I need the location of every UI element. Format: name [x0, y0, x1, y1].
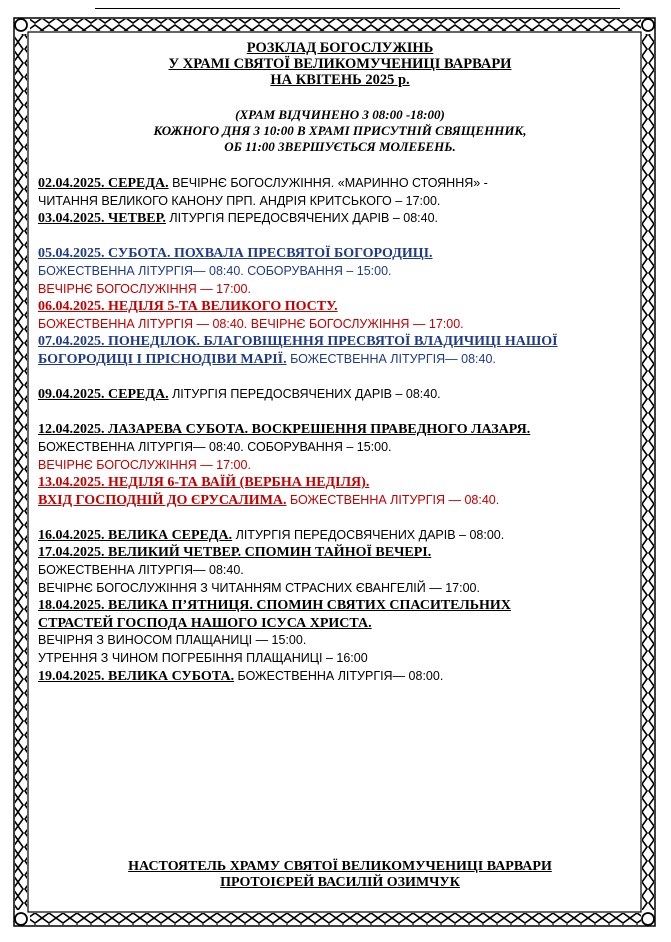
entry-text: БОЖЕСТВЕННА ЛІТУРГІЯ— 08:00.: [234, 668, 444, 683]
entry-heading: ВХІД ГОСПОДНІЙ ДО ЄРУСАЛИМА.: [38, 492, 287, 508]
footer-line-1: НАСТОЯТЕЛЬ ХРАМУ СВЯТОЇ ВЕЛИКОМУЧЕНИЦІ ВАРВАРИ: [128, 859, 552, 874]
entry-0416: [38, 527, 638, 545]
entry-0406-heading: 06.04.2025. НЕДІЛЯ 5-ТА ВЕЛИКОГО ПОСТУ.: [38, 299, 338, 315]
opening-hours-note: [40, 107, 640, 155]
title-line-1: РОЗКЛАД БОГОСЛУЖІНЬ: [246, 40, 434, 56]
entry-text-line: ВЕЧІРНЄ БОГОСЛУЖІННЯ — 17:00.: [38, 457, 251, 472]
entry-text: ЛІТУРГІЯ ПЕРЕДОСВЯЧЕНИХ ДАРІВ – 08:40.: [168, 387, 441, 402]
entry-0413: [38, 492, 638, 510]
entry-text-line: БОЖЕСТВЕННА ЛІТУРГІЯ— 08:40. СОБОРУВАННЯ – 15:00.: [38, 263, 392, 278]
spacer: [38, 369, 638, 387]
entry-text-line: ВЕЧІРНЄ БОГОСЛУЖІННЯ — 17:00.: [38, 281, 251, 296]
entry-heading: 19.04.2025. ВЕЛИКА СУБОТА.: [38, 668, 235, 684]
note-line-2: КОЖНОГО ДНЯ З 10:00 В ХРАМІ ПРИСУТНІЙ СВЯЩЕННИК,: [153, 123, 527, 138]
entry-0405-heading: 05.04.2025. СУБОТА. ПОХВАЛА ПРЕСВЯТОЇ БОГОРОДИЦІ.: [38, 246, 433, 262]
entry-0418-heading: 18.04.2025. ВЕЛИКА П’ЯТНИЦЯ. СПОМИН СВЯТИХ СПАСИТЕЛЬНИХ: [38, 598, 511, 614]
entry-heading: 09.04.2025. СЕРЕДА.: [38, 387, 169, 403]
page-title: [40, 40, 640, 88]
entry-text-line: БОЖЕСТВЕННА ЛІТУРГІЯ— 08:40. СОБОРУВАННЯ – 15:00.: [38, 439, 392, 454]
signature-block: [40, 859, 640, 891]
title-line-3: НА КВІТЕНЬ 2025 р.: [270, 72, 410, 88]
entry-0402: [38, 175, 638, 193]
entry-heading: БОГОРОДИЦІ І ПРІСНОДІВИ МАРІЇ.: [38, 351, 287, 367]
entry-text-line: ВЕЧІРНЄ БОГОСЛУЖІННЯ З ЧИТАННЯМ СТРАСНИХ ЄВАНГЕЛІЙ — 17:00.: [38, 580, 480, 595]
entry-text: ВЕЧІРНЄ БОГОСЛУЖІННЯ. «МАРИННО СТОЯННЯ» -: [168, 176, 488, 190]
entry-0403: [38, 210, 638, 228]
entry-0417-heading: 17.04.2025. ВЕЛИКИЙ ЧЕТВЕР. СПОМИН ТАЙНОЇ ВЕЧЕРІ.: [38, 545, 432, 561]
entry-text: БОЖЕСТВЕННА ЛІТУРГІЯ— 08:40.: [286, 351, 496, 366]
entry-text: БОЖЕСТВЕННА ЛІТУРГІЯ — 08:40.: [286, 492, 500, 507]
entry-0407-heading: 07.04.2025. ПОНЕДІЛОК. БЛАГОВІЩЕННЯ ПРЕСВЯТОЇ ВЛАДИЧИЦІ НАШОЇ: [38, 334, 558, 350]
entry-0418-heading-cont: СТРАСТЕЙ ГОСПОДА НАШОГО ІСУСА ХРИСТА.: [38, 615, 372, 631]
note-line-3: ОБ 11:00 ЗВЕРШУЄТЬСЯ МОЛЕБЕНЬ.: [224, 139, 456, 154]
entry-text: ЛІТУРГІЯ ПЕРЕДОСВЯЧЕНИХ ДАРІВ – 08:40.: [165, 211, 438, 226]
spacer: [38, 509, 638, 527]
entry-text-line: БОЖЕСТВЕННА ЛІТУРГІЯ— 08:40.: [38, 563, 244, 578]
entry-text: ЛІТУРГІЯ ПЕРЕДОСВЯЧЕНИХ ДАРІВ – 08:00.: [232, 527, 505, 542]
entry-0407: [38, 351, 638, 369]
footer-line-2: ПРОТОІЄРЕЙ ВАСИЛІЙ ОЗИМЧУК: [220, 875, 460, 890]
spacer: [38, 228, 638, 246]
entry-0419: [38, 668, 638, 686]
service-schedule: [38, 175, 638, 685]
entry-0413-heading: 13.04.2025. НЕДІЛЯ 6-ТА ВАЇЙ (ВЕРБНА НЕДІЛЯ).: [38, 475, 370, 491]
entry-heading: 02.04.2025. СЕРЕДА.: [38, 176, 169, 191]
entry-heading: 03.04.2025. ЧЕТВЕР.: [38, 211, 166, 227]
entry-heading: 16.04.2025. ВЕЛИКА СЕРЕДА.: [38, 527, 233, 543]
entry-text-line: ЧИТАННЯ ВЕЛИКОГО КАНОНУ ПРП. АНДРІЯ КРИТСЬКОГО – 17:00.: [38, 193, 441, 208]
note-line-1: (ХРАМ ВІДЧИНЕНО З 08:00 -18:00): [235, 107, 445, 122]
entry-0409: [38, 386, 638, 404]
entry-text-line: ВЕЧІРНЯ З ВИНОСОМ ПЛАЩАНИЦІ — 15:00.: [38, 633, 307, 648]
spacer: [38, 404, 638, 422]
entry-0412-heading: 12.04.2025. ЛАЗАРЕВА СУБОТА. ВОСКРЕШЕННЯ ПРАВЕДНОГО ЛАЗАРЯ.: [38, 422, 531, 438]
title-line-2: У ХРАМІ СВЯТОЇ ВЕЛИКОМУЧЕНИЦІ ВАРВАРИ: [168, 56, 512, 72]
entry-text-line: БОЖЕСТВЕННА ЛІТУРГІЯ — 08:40. ВЕЧІРНЄ БОГОСЛУЖІННЯ — 17:00.: [38, 316, 464, 331]
entry-text-line: УТРЕННЯ З ЧИНОМ ПОГРЕБІННЯ ПЛАЩАНИЦІ – 16:00: [38, 651, 368, 666]
